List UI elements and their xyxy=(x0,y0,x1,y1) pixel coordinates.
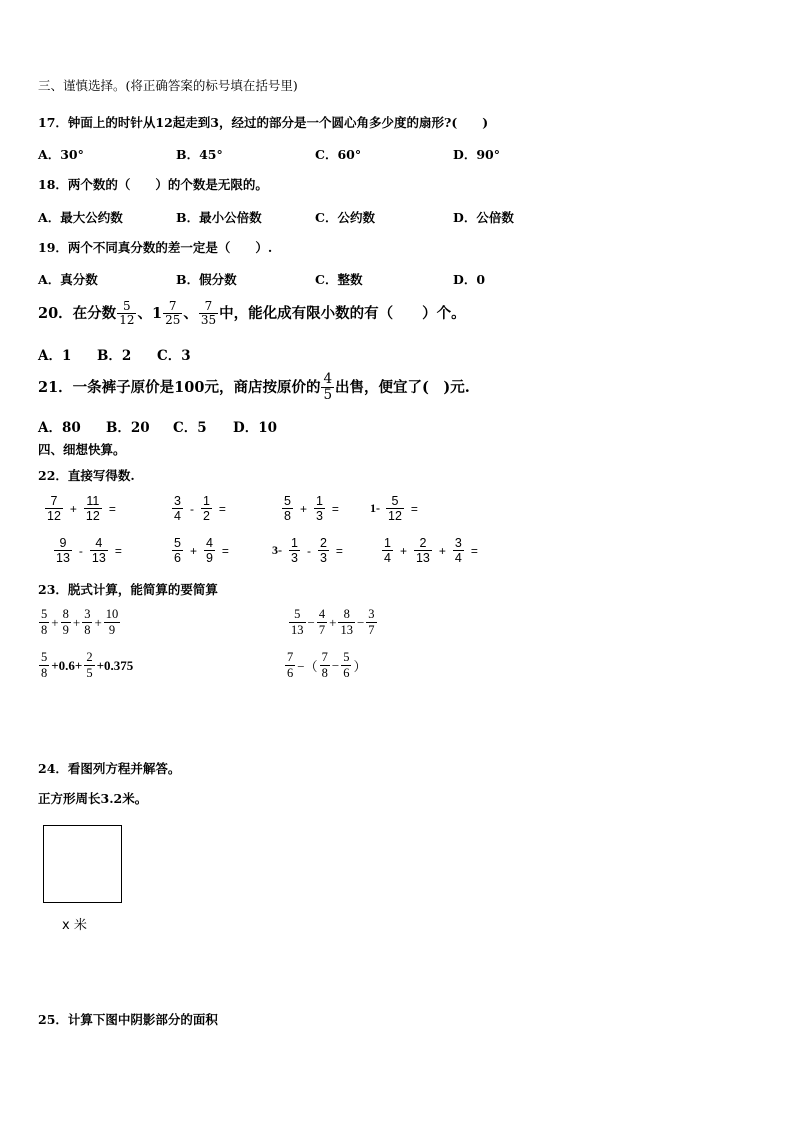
denominator: 12 xyxy=(388,509,402,523)
q22-r2-item-1 xyxy=(53,536,128,565)
fraction xyxy=(39,650,49,681)
denominator: 7 xyxy=(368,623,375,637)
q22-r1-item-2 xyxy=(171,494,232,523)
numerator: 2 xyxy=(86,650,93,664)
numerator: 5 xyxy=(391,494,399,508)
fraction xyxy=(386,494,404,523)
operator: +0.6+ xyxy=(51,657,83,673)
question-19-stem: 19．两个不同真分数的差一定是（ ）. xyxy=(38,240,273,255)
fraction xyxy=(61,607,71,638)
numerator: 7 xyxy=(321,650,328,664)
fraction xyxy=(39,607,49,638)
operator: + xyxy=(94,614,102,630)
operator: − xyxy=(307,614,315,630)
denominator: 12 xyxy=(47,509,61,523)
numerator: 5 xyxy=(284,494,291,508)
operator: + xyxy=(72,614,81,630)
equals-sign: = xyxy=(331,501,339,516)
numerator: 3 xyxy=(84,607,91,621)
q21-suffix: 出售，便宜了( )元. xyxy=(335,378,470,396)
q20-suffix: 中，能化成有限小数的有（ ）个。 xyxy=(219,304,466,322)
q20-f3-numerator: 7 xyxy=(204,299,213,313)
q18-option-a: A．最大公约数 xyxy=(38,210,123,225)
denominator: 4 xyxy=(384,551,391,565)
denominator: 4 xyxy=(174,509,181,523)
fraction xyxy=(338,607,355,638)
question-25-title: 25．计算下图中阴影部分的面积 xyxy=(38,1012,218,1027)
q23-expression-3 xyxy=(38,650,134,681)
q17-option-d: D．90° xyxy=(453,147,500,162)
denominator: 6 xyxy=(174,551,181,565)
operator: − xyxy=(356,614,365,630)
fraction xyxy=(90,536,108,565)
denominator: 3 xyxy=(319,551,327,565)
leading-term: 3- xyxy=(272,543,282,557)
q21-option-a: A．80 xyxy=(38,420,81,436)
denominator: 9 xyxy=(205,551,213,565)
q22-r2-item-3 xyxy=(272,536,349,565)
q20-prefix: 20．在分数 xyxy=(38,304,117,322)
q20-fraction-3 xyxy=(199,300,218,327)
fraction xyxy=(320,650,330,681)
q20-f3-denominator: 35 xyxy=(200,313,217,327)
square-figure xyxy=(43,825,122,903)
numerator: 5 xyxy=(343,650,350,664)
equals-sign: = xyxy=(108,501,116,516)
q22-r1-item-4 xyxy=(370,494,424,523)
equals-sign: = xyxy=(335,543,343,558)
fraction xyxy=(318,536,329,565)
operator: −（ xyxy=(297,659,318,674)
question-23-title: 23．脱式计算，能简算的要简算 xyxy=(38,582,218,597)
q18-option-d: D．公倍数 xyxy=(453,210,514,225)
fraction xyxy=(172,494,183,523)
denominator: 13 xyxy=(291,623,304,637)
fraction xyxy=(172,536,183,565)
q20-option-c: C．3 xyxy=(157,348,191,364)
operator: + xyxy=(438,543,446,558)
fraction xyxy=(104,607,121,638)
q22-r1-item-1 xyxy=(44,494,122,523)
operator: + xyxy=(51,614,59,630)
fraction xyxy=(289,536,300,565)
q19-option-a: A．真分数 xyxy=(38,272,98,287)
fraction xyxy=(82,607,92,638)
operator: + xyxy=(329,614,337,630)
denominator: 5 xyxy=(86,666,93,680)
numerator: 1 xyxy=(384,536,391,550)
q20-f2-denominator: 25 xyxy=(165,313,181,327)
q21-numerator: 4 xyxy=(323,371,333,387)
operator: - xyxy=(189,501,194,516)
q20-option-a: A．1 xyxy=(38,348,72,364)
numerator: 5 xyxy=(41,607,48,621)
section-4-title: 四、细想快算。 xyxy=(38,442,126,457)
q21-option-d: D．10 xyxy=(233,420,277,436)
q21-prefix: 21．一条裤子原价是100元，商店按原价的 xyxy=(38,378,321,396)
operator: + xyxy=(69,501,77,516)
q24-perimeter-note: 正方形周长3.2米。 xyxy=(38,791,148,806)
numerator: 8 xyxy=(62,607,69,621)
q18-option-b: B．最小公倍数 xyxy=(176,210,262,225)
denominator: 13 xyxy=(91,551,106,565)
q20-fraction-1 xyxy=(117,300,136,327)
denominator: 2 xyxy=(202,509,210,523)
q23-expression-4 xyxy=(284,650,367,681)
question-20-stem xyxy=(38,300,466,327)
operator: +0.375 xyxy=(96,657,134,673)
operator: - xyxy=(78,543,83,558)
square-side-label: x 米 xyxy=(62,918,87,933)
equals-sign: = xyxy=(470,543,478,558)
denominator: 3 xyxy=(315,509,323,523)
numerator: 2 xyxy=(319,536,327,550)
denominator: 4 xyxy=(454,551,462,565)
denominator: 6 xyxy=(287,666,294,680)
denominator: 13 xyxy=(415,551,430,565)
q21-fraction xyxy=(321,372,334,403)
operator: + xyxy=(399,543,407,558)
numerator: 2 xyxy=(419,536,427,550)
denominator: 9 xyxy=(62,623,69,637)
numerator: 8 xyxy=(343,607,350,621)
fraction xyxy=(285,650,295,681)
fraction xyxy=(54,536,72,565)
numerator: 1 xyxy=(291,536,298,550)
operator: + xyxy=(189,543,197,558)
numerator: 5 xyxy=(294,607,301,621)
q22-r2-item-2 xyxy=(171,536,235,565)
equals-sign: = xyxy=(218,501,226,516)
numerator: 1 xyxy=(315,494,323,508)
q22-r1-item-3 xyxy=(281,494,345,523)
fraction xyxy=(282,494,293,523)
numerator: 10 xyxy=(105,607,119,621)
q19-option-c: C．整数 xyxy=(315,272,363,287)
numerator: 5 xyxy=(174,536,181,550)
q17-option-b: B．45° xyxy=(176,147,223,162)
question-17-stem: 17．钟面上的时针从12起走到3，经过的部分是一个圆心角多少度的扇形?( ) xyxy=(38,115,489,130)
numerator: 7 xyxy=(287,650,294,664)
operator: - xyxy=(306,543,311,558)
fraction xyxy=(45,494,63,523)
q23-expression-1 xyxy=(38,607,121,638)
operator: + xyxy=(299,501,307,516)
fraction xyxy=(317,607,327,638)
numerator: 3 xyxy=(454,536,462,550)
numerator: 4 xyxy=(95,536,103,550)
leading-term: 1- xyxy=(370,501,380,515)
q17-option-c: C．60° xyxy=(315,147,362,162)
numerator: 11 xyxy=(86,494,100,508)
fraction xyxy=(366,607,376,638)
q20-separator-2: 、 xyxy=(183,304,198,322)
question-21-stem xyxy=(38,372,470,403)
q20-fraction-2 xyxy=(163,300,182,327)
fraction xyxy=(84,494,102,523)
denominator: 8 xyxy=(84,623,91,637)
denominator: 8 xyxy=(321,666,328,680)
denominator: 9 xyxy=(104,622,121,638)
numerator: 7 xyxy=(50,494,58,508)
denominator: 8 xyxy=(284,509,291,523)
fraction xyxy=(289,607,306,638)
equals-sign: = xyxy=(221,543,229,558)
fraction xyxy=(382,536,393,565)
denominator: 13 xyxy=(340,623,353,637)
numerator: 5 xyxy=(41,650,48,664)
q19-option-b: B．假分数 xyxy=(176,272,237,287)
fraction xyxy=(453,536,464,565)
operator: − xyxy=(331,657,340,673)
operator: ） xyxy=(353,659,367,674)
q22-r2-item-4 xyxy=(381,536,484,565)
fraction xyxy=(314,494,325,523)
denominator: 6 xyxy=(343,666,350,680)
q18-option-c: C．公约数 xyxy=(315,210,375,225)
equals-sign: = xyxy=(410,501,418,516)
equals-sign: = xyxy=(114,543,122,558)
question-18-stem: 18．两个数的（ ）的个数是无限的。 xyxy=(38,177,268,192)
numerator: 3 xyxy=(174,494,181,508)
numerator: 1 xyxy=(202,494,210,508)
denominator: 13 xyxy=(56,551,70,565)
q21-option-c: C．5 xyxy=(173,420,207,436)
fraction xyxy=(201,494,212,523)
denominator: 3 xyxy=(291,551,298,565)
denominator: 8 xyxy=(41,666,48,680)
question-22-title: 22．直接写得数. xyxy=(38,468,135,483)
q19-option-d: D．0 xyxy=(453,272,486,287)
q20-f1-numerator: 5 xyxy=(123,299,131,313)
numerator: 4 xyxy=(205,536,213,550)
denominator: 7 xyxy=(318,623,326,637)
q21-option-b: B．20 xyxy=(106,420,150,436)
q20-f2-numerator: 7 xyxy=(168,299,177,313)
q20-separator-1: 、1 xyxy=(137,304,163,322)
q23-expression-2 xyxy=(288,607,378,638)
question-24-title: 24．看图列方程并解答。 xyxy=(38,761,181,776)
q17-option-a: A．30° xyxy=(38,147,84,162)
denominator: 8 xyxy=(41,623,48,637)
numerator: 9 xyxy=(59,536,67,550)
q20-f1-denominator: 12 xyxy=(119,313,135,327)
fraction xyxy=(84,650,94,681)
section-3-title: 三、谨慎选择。(将正确答案的标号填在括号里) xyxy=(38,78,298,93)
fraction xyxy=(341,650,351,681)
numerator: 4 xyxy=(318,607,326,621)
denominator: 12 xyxy=(85,509,100,523)
q21-denominator: 5 xyxy=(323,387,333,403)
fraction xyxy=(204,536,215,565)
fraction xyxy=(414,536,432,565)
q20-option-b: B．2 xyxy=(97,348,132,364)
numerator: 3 xyxy=(368,607,375,621)
